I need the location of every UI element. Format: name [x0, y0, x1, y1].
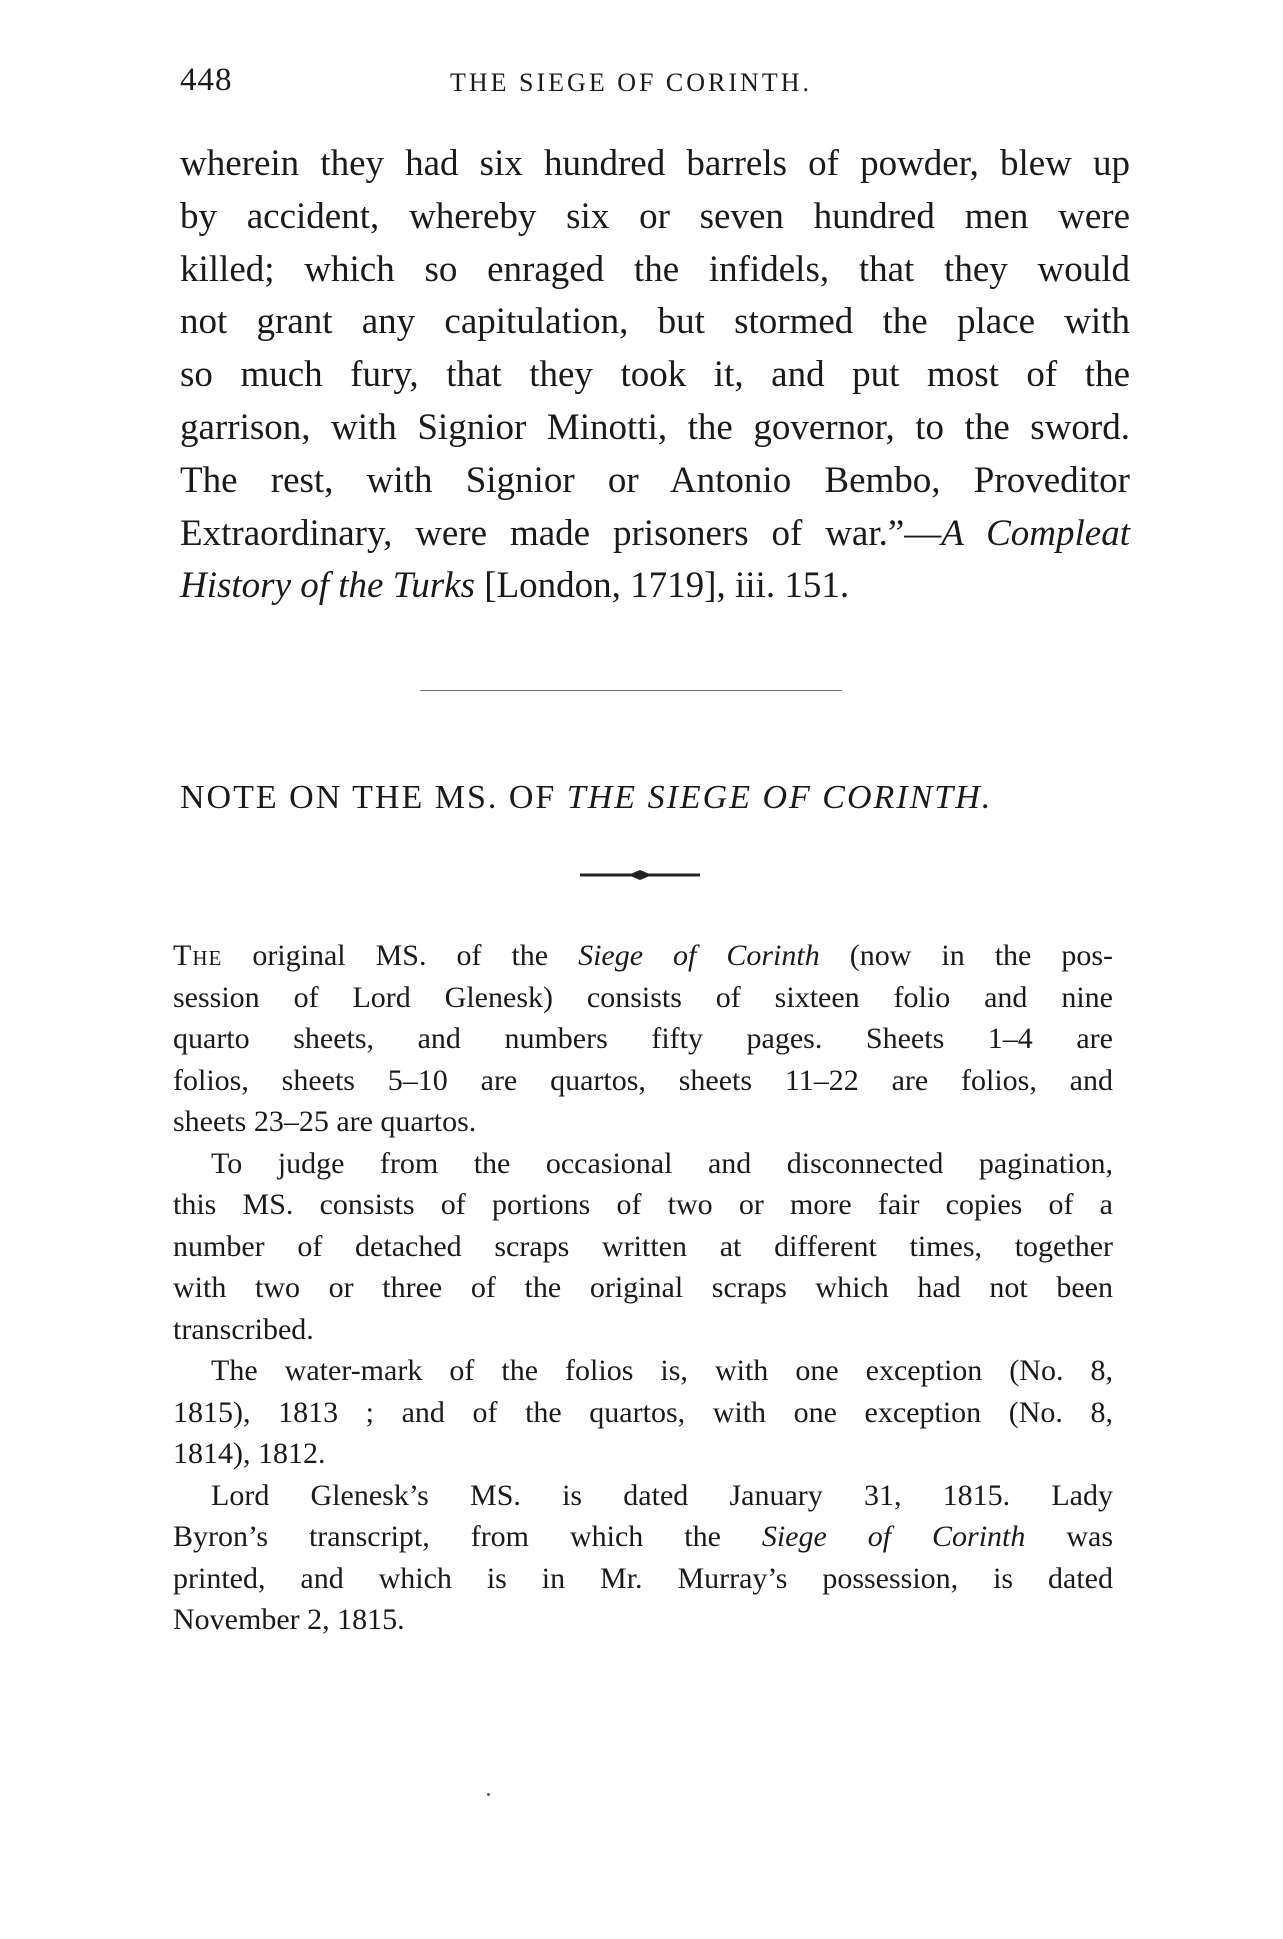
note-paragraph [173, 935, 1113, 1143]
text-line: The rest, with Signior or Antonio Bembo, Proveditor [180, 459, 1130, 501]
text-line: quarto sheets, and numbers fifty pages. Sheets 1–4 are [173, 1022, 1113, 1055]
note-body [173, 935, 1113, 1641]
text-run: original MS. of the [222, 939, 579, 972]
text-line: so much fury, that they took it, and put most of the [180, 354, 1130, 396]
lead-smallcaps: The [173, 939, 223, 972]
text-line: by accident, whereby six or seven hundred men were [180, 195, 1130, 237]
text-run: was [1025, 1520, 1113, 1553]
heading-title-italic: THE SIEGE OF CORINTH. [566, 779, 993, 816]
note-paragraph [173, 1350, 1113, 1475]
book-title-italic: History of the Turks [180, 565, 475, 607]
section-divider [420, 690, 842, 691]
note-heading [180, 779, 1120, 817]
heading-prefix: NOTE ON THE MS. OF [180, 779, 567, 816]
text-line: killed; which so enraged the infidels, that they would [180, 248, 1130, 290]
text-line [173, 1516, 1113, 1558]
text-run: [London, 1719], iii. 151. [475, 565, 850, 607]
text-line: 1814), 1812. [173, 1437, 326, 1470]
title-italic: Siege of Corinth [578, 939, 820, 972]
text-line: not grant any capitulation, but stormed the place with [180, 301, 1130, 343]
text-line: transcribed. [173, 1312, 314, 1346]
note-paragraph [173, 1143, 1113, 1351]
text-line: session of Lord Glenesk) consists of sixteen folio and nine [173, 980, 1113, 1014]
text-line: wherein they had six hundred barrels of powder, blew up [180, 143, 1130, 184]
text-line: To judge from the occasional and disconnected pagination, [211, 1146, 1113, 1180]
note-paragraph [173, 1475, 1113, 1641]
text-run: Byron’s transcript, from which the [173, 1520, 762, 1553]
text-line: printed, and which is in Mr. Murray’s possession, is dated [173, 1561, 1113, 1595]
text-line: The water-mark of the folios is, with one exception (No. 8, [211, 1354, 1113, 1387]
top-paragraph [180, 138, 1130, 613]
text-line: 1815), 1813 ; and of the quartos, with one exception (No. 8, [173, 1395, 1113, 1429]
text-line: sheets 23–25 are quartos. [173, 1105, 477, 1138]
text-line: November 2, 1815. [173, 1603, 405, 1636]
text-line: with two or three of the original scraps which had not been [173, 1271, 1113, 1304]
text-run: Extraordinary, were made prisoners of war.”— [180, 512, 942, 554]
text-line [180, 508, 1130, 561]
text-line: number of detached scraps written at different times, together [173, 1229, 1113, 1263]
running-title: THE SIEGE OF CORINTH. [450, 68, 812, 97]
text-line [173, 935, 1113, 977]
text-line [180, 560, 1130, 613]
title-italic: Siege of Corinth [761, 1520, 1026, 1553]
text-line: folios, sheets 5–10 are quartos, sheets 11–22 are folios, and [173, 1063, 1113, 1097]
text-line: this MS. consists of portions of two or more fair copies of a [173, 1188, 1113, 1221]
page-number: 448 [180, 62, 233, 98]
ornament-rule [578, 869, 702, 881]
text-run: (now in the pos- [819, 939, 1114, 972]
print-speck [487, 1793, 490, 1796]
book-title-italic: A Compleat [941, 512, 1130, 554]
text-line: Lord Glenesk’s MS. is dated January 31, 1815. Lady [211, 1478, 1113, 1512]
text-line: garrison, with Signior Minotti, the governor, to the sword. [180, 406, 1130, 448]
